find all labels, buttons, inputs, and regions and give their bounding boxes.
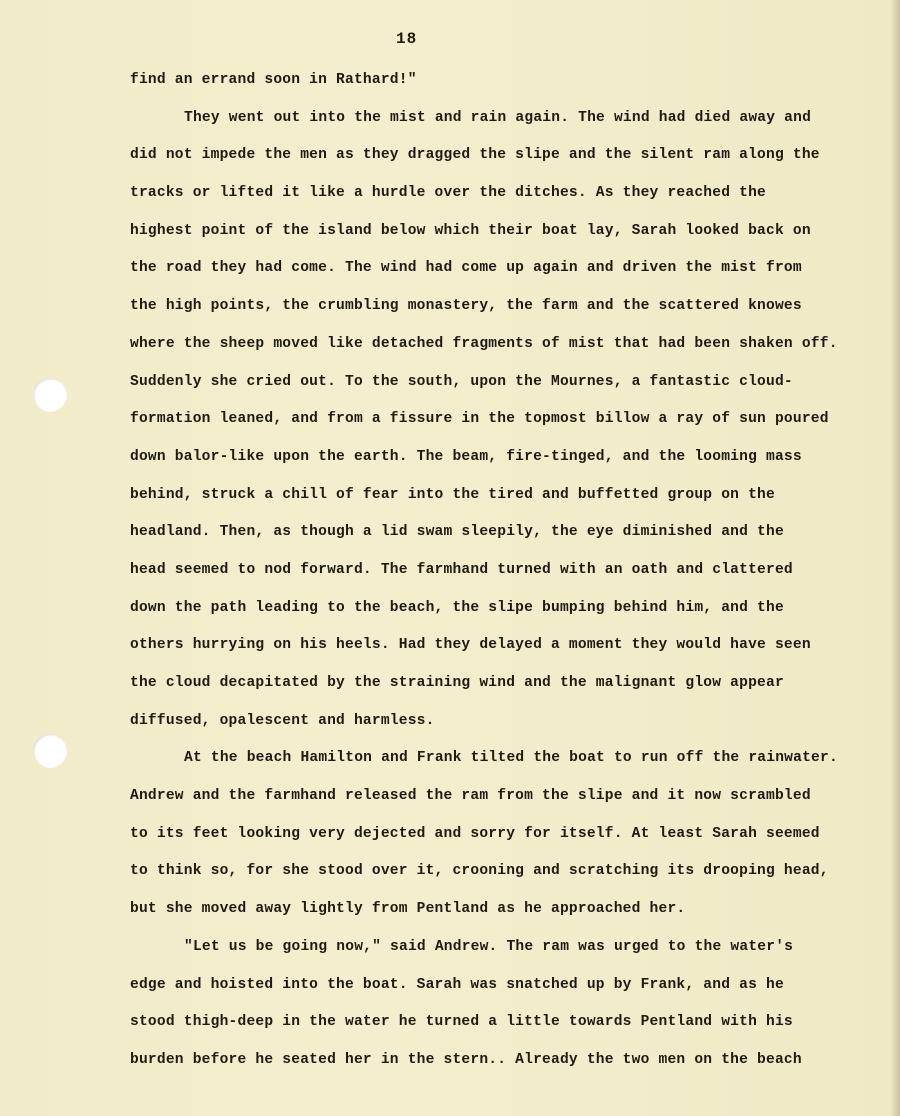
text-line: down balor-like upon the earth. The beam, fire-tinged, and the looming mass bbox=[130, 448, 802, 465]
text-line: tracks or lifted it like a hurdle over the ditches. As they reached the bbox=[130, 185, 766, 202]
text-line: "Let us be going now," said Andrew. The ram was urged to the water's bbox=[184, 938, 794, 955]
text-line: burden before he seated her in the stern.. Already the two men on the beach bbox=[130, 1051, 802, 1068]
text-line: behind, struck a chill of fear into the tired and buffetted group on the bbox=[130, 486, 775, 503]
text-line: where the sheep moved like detached fragments of mist that had been shaken off. bbox=[130, 335, 838, 352]
text-line: stood thigh-deep in the water he turned a little towards Pentland with his bbox=[130, 1014, 793, 1031]
punch-hole-icon bbox=[33, 378, 67, 412]
text-line: Suddenly she cried out. To the south, upon the Mournes, a fantastic cloud- bbox=[130, 373, 793, 390]
text-line: to think so, for she stood over it, crooning and scratching its drooping head, bbox=[130, 863, 829, 880]
text-line: head seemed to nod forward. The farmhand turned with an oath and clattered bbox=[130, 561, 793, 578]
text-line: the road they had come. The wind had come up again and driven the mist from bbox=[130, 260, 802, 277]
punch-hole-icon bbox=[33, 734, 67, 768]
text-line: Andrew and the farmhand released the ram from the slipe and it now scrambled bbox=[130, 788, 811, 805]
text-line: diffused, opalescent and harmless. bbox=[130, 712, 435, 729]
text-line: They went out into the mist and rain again. The wind had died away and bbox=[184, 109, 812, 126]
text-line: the cloud decapitated by the straining wind and the malignant glow appear bbox=[130, 675, 784, 691]
text-line: did not impede the men as they dragged the slipe and the silent ram along the bbox=[130, 147, 820, 164]
text-line: At the beach Hamilton and Frank tilted the boat to run off the rainwater. bbox=[184, 750, 838, 767]
text-line: find an errand soon in Rathard!" bbox=[130, 72, 417, 88]
page-number: 18 bbox=[396, 30, 418, 48]
text-line: formation leaned, and from a fissure in the topmost billow a ray of sun poured bbox=[130, 411, 829, 428]
text-line: highest point of the island below which their boat lay, Sarah looked back on bbox=[130, 222, 811, 239]
text-line: the high points, the crumbling monastery, the farm and the scattered knowes bbox=[130, 298, 802, 315]
text-line: to its feet looking very dejected and sorry for itself. At least Sarah seemed bbox=[130, 825, 820, 842]
paper-edge-shadow bbox=[890, 0, 900, 1116]
text-line: but she moved away lightly from Pentland as he approached her. bbox=[130, 901, 686, 918]
body-text bbox=[130, 62, 890, 1080]
text-line: headland. Then, as though a lid swam sleepily, the eye diminished and the bbox=[130, 524, 784, 541]
text-line: others hurrying on his heels. Had they delayed a moment they would have seen bbox=[130, 637, 811, 654]
text-line: edge and hoisted into the boat. Sarah was snatched up by Frank, and as he bbox=[130, 976, 784, 993]
text-line: down the path leading to the beach, the slipe bumping behind him, and the bbox=[130, 599, 784, 616]
